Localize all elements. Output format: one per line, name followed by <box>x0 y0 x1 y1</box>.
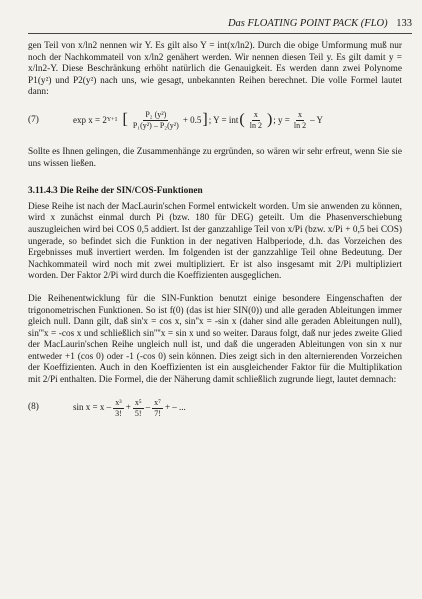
equation-7 <box>28 110 402 131</box>
eq7-y-fraction <box>248 110 264 131</box>
eq8-term-3 <box>152 398 163 419</box>
minus-sign: – <box>145 402 151 413</box>
eq8-tail: + – ... <box>164 402 186 413</box>
left-bracket: [ <box>122 111 128 129</box>
eq7-fraction <box>131 110 181 131</box>
eq7-y2-fraction <box>292 110 308 131</box>
fraction-denominator: 3! <box>115 408 122 418</box>
paragraph-series: Die Reihenentwicklung für die SIN-Funktion benutzt einige besondere Eingenschaften der trigonometrischen Funktionen. So ist f(0) (das ist hier SIN(0)) und alle geraden Ableitungen immer gleich null. Dann gilt, daß sin'x = cos x, sin''x = -sin x (daher sind alle geraden Ableitungen null), sin'''x = -cos x und schließlich sin''''x = sin x und so weiter. Daraus folgt, daß nur jedes zweite Glied der MacLaurin'schen Reihe ungleich null ist, und daß die ungeraden Ableitungen von sin x nur entweder +1 (cos 0) oder -1 (-cos 0) sein können. Dies zeigt sich in den alternierenden Vorzeichen der Koeffizienten. Auch in den Koeffizienten ist ein ausgleichender Faktor für die Multiplikation mit 2/Pi enthalten. Die Formel, die der Näherung damit schließlich zugrunde liegt, lautet demnach: <box>28 293 402 386</box>
section-heading: 3.11.4.3 Die Reihe der SIN/COS-Funktionen <box>28 186 203 197</box>
fraction-numerator: P₂ (y²) <box>145 109 167 119</box>
paragraph-maclaurin: Diese Reihe ist nach der MacLaurin'schen Formel entwickelt worden. Um sie anwenden zu können, wird x zunächst einmal durch Pi (bzw. 180 für DEG) geteilt. Um die Phasenverschiebung auszugleichen wird bei COS 0,5 addiert. Ist der ganzzahlige Teil von x/Pi (bzw. x/Pi + 0,5 bei COS) ungerade, so befindet sich die Funktion in der negativen Halbperiode, d.h. das Vorzeichen des Ergebnisses muß invertiert werden. Im folgenden ist der ganzzahlige Teil ohne Bedeutung. Der Nachkommateil wird noch mit zwei multipliziert. Er ist also insgesamt mit 2/Pi multipliziert worden. Der Faktor 2/Pi wird durch die Koeffizienten ausgeglichen. <box>28 201 402 282</box>
header-title: Das FLOATING POINT PACK (FLO) <box>227 18 388 29</box>
running-header <box>0 18 412 29</box>
plus-sign: + <box>125 402 131 413</box>
equation-number: (7) <box>28 114 39 125</box>
fraction-numerator: x <box>297 109 302 119</box>
eq7-tail: – Y <box>310 114 324 125</box>
fraction-denominator: 5! <box>134 408 142 418</box>
fraction-numerator: x⁷ <box>154 397 161 407</box>
fraction-denominator: 7! <box>154 408 161 418</box>
eq7-exponent: Y+1 <box>106 116 118 123</box>
eq8-term-1 <box>113 398 124 419</box>
fraction-denominator: P₁(y²) – P₂(y²) <box>132 120 179 130</box>
page-body <box>28 41 402 419</box>
eq7-plus-term: + 0.5 <box>182 114 202 125</box>
equation-8 <box>28 398 402 419</box>
right-bracket: ] <box>202 111 208 129</box>
fraction-denominator: ln 2 <box>293 120 307 130</box>
fraction-denominator: ln 2 <box>249 120 262 130</box>
eq7-y-def: ; Y = int <box>208 114 239 125</box>
paragraph-request: Sollte es Ihnen gelingen, die Zusammenhänge zu ergründen, so wären wir sehr erfreut, wenn Sie sie uns wissen ließen. <box>28 146 402 169</box>
paragraph-intro: gen Teil von x/ln2 nennen wir Y. Es gilt also Y = int(x/ln2). Durch die obige Umformung muß nur noch der Nachkommateil von x/ln2 genähert werden. Wir nennen diesen Teil y. Es gilt damit y = x/ln2-Y. Diese Beschränkung erhöht natürlich die Genauigkeit. Es werden dann zwei Polynome P1(y²) und P2(y²) nach uns, wie gesagt, unbekannten Reihen berechnet. Die volle Formel lautet dann: <box>28 41 402 98</box>
eq8-term-2 <box>133 398 144 419</box>
equation-number: (8) <box>28 402 39 413</box>
right-paren: ) <box>266 111 273 129</box>
eq7-lhs: exp x = 2 <box>73 114 107 125</box>
left-paren: ( <box>239 111 245 129</box>
eq8-lhs: sin x = x – <box>73 402 112 413</box>
fraction-numerator: x⁵ <box>134 397 142 407</box>
fraction-numerator: x³ <box>115 397 122 407</box>
page-number: 133 <box>396 18 412 29</box>
fraction-numerator: x <box>253 109 258 119</box>
eq7-y2-def: ; y = <box>273 114 290 125</box>
header-rule <box>28 33 412 34</box>
